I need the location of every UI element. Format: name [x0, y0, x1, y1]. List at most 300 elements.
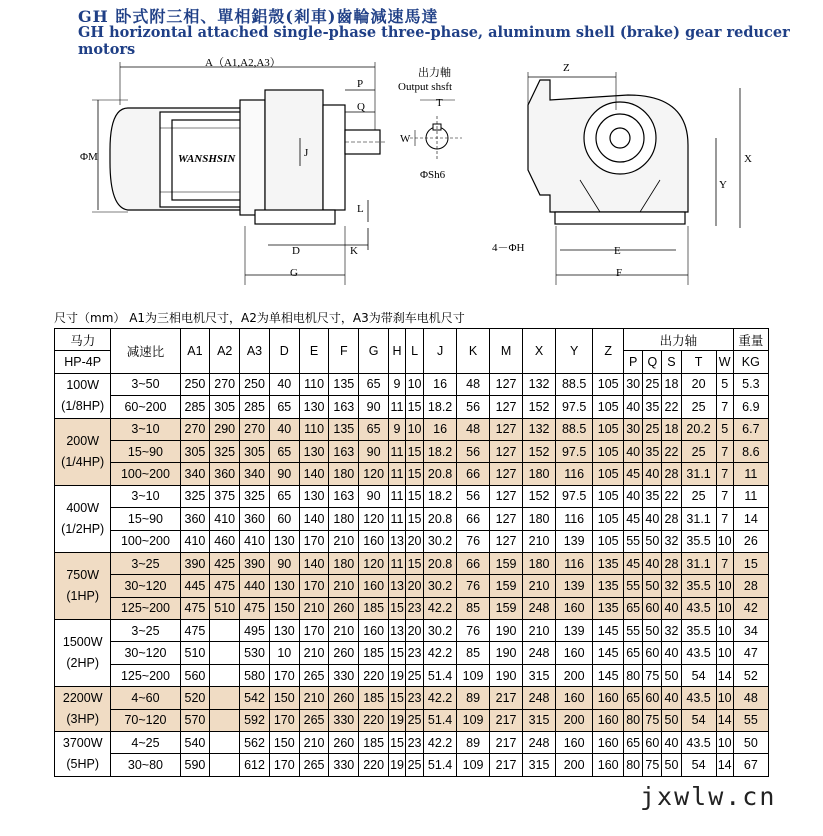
- table-cell: 248: [523, 642, 556, 664]
- table-cell: 55: [624, 620, 643, 642]
- table-cell: 325: [210, 440, 240, 462]
- table-cell: 45: [624, 552, 643, 574]
- table-cell: 132: [523, 373, 556, 395]
- table-cell: 250: [180, 373, 210, 395]
- table-cell: 7: [716, 508, 733, 530]
- table-cell: 80: [624, 754, 643, 776]
- model-watt: 3700W: [62, 735, 103, 750]
- table-cell: 375: [210, 485, 240, 507]
- table-cell: 270: [180, 418, 210, 440]
- table-row: [55, 530, 769, 552]
- table-cell: 340: [240, 463, 270, 485]
- table-cell: 185: [359, 597, 389, 619]
- table-cell: 260: [329, 642, 359, 664]
- table-cell: 89: [457, 687, 490, 709]
- table-cell: 139: [556, 620, 593, 642]
- table-cell: 42.2: [424, 687, 457, 709]
- model-cell: [55, 687, 111, 732]
- table-cell: 200: [556, 754, 593, 776]
- table-cell: 28: [662, 552, 681, 574]
- table-cell: 475: [180, 597, 210, 619]
- table-cell: 35: [643, 485, 662, 507]
- table-cell: 47: [733, 642, 768, 664]
- table-cell: 250: [240, 373, 270, 395]
- table-cell: 18.2: [424, 440, 457, 462]
- table-header-cell: 出力轴: [624, 329, 734, 351]
- table-cell: 48: [457, 373, 490, 395]
- table-cell: 30.2: [424, 530, 457, 552]
- table-cell: 325: [240, 485, 270, 507]
- table-cell: 210: [523, 530, 556, 552]
- table-header-cell: A3: [240, 329, 270, 374]
- table-cell: 460: [210, 530, 240, 552]
- shaft-label-cn: 出力軸: [418, 67, 451, 79]
- table-cell: 590: [180, 754, 210, 776]
- table-cell: 20: [406, 575, 424, 597]
- table-row: [55, 732, 769, 754]
- table-cell: 210: [299, 732, 329, 754]
- table-cell: 18: [662, 418, 681, 440]
- label-l: L: [357, 203, 364, 215]
- table-cell: 330: [329, 754, 359, 776]
- table-cell: 50: [662, 709, 681, 731]
- table-cell: 105: [593, 485, 624, 507]
- table-row: [55, 418, 769, 440]
- technical-drawing: [0, 50, 823, 305]
- table-cell: 60: [643, 642, 662, 664]
- table-cell: 75: [643, 664, 662, 686]
- table-cell: 127: [490, 396, 523, 418]
- table-cell: 42.2: [424, 642, 457, 664]
- table-row: [55, 687, 769, 709]
- table-cell: 65: [624, 597, 643, 619]
- table-cell: 560: [180, 664, 210, 686]
- table-cell: 210: [329, 620, 359, 642]
- table-cell: 265: [299, 754, 329, 776]
- table-cell: 25: [406, 709, 424, 731]
- table-cell: 52: [733, 664, 768, 686]
- table-cell: 217: [490, 709, 523, 731]
- table-cell: 19: [389, 754, 406, 776]
- model-cell: [55, 373, 111, 418]
- table-cell: 54: [681, 664, 716, 686]
- table-cell: 130: [299, 485, 329, 507]
- label-g: G: [290, 267, 298, 279]
- table-cell: 180: [523, 508, 556, 530]
- label-z: Z: [563, 62, 570, 74]
- table-cell: 70~120: [111, 709, 180, 731]
- table-cell: 48: [733, 687, 768, 709]
- table-cell: 220: [359, 754, 389, 776]
- table-cell: 23: [406, 597, 424, 619]
- table-cell: 35: [643, 440, 662, 462]
- table-cell: 60: [269, 508, 299, 530]
- table-cell: 26: [733, 530, 768, 552]
- table-header-cell: A2: [210, 329, 240, 374]
- table-cell: 160: [593, 709, 624, 731]
- table-cell: 10: [716, 597, 733, 619]
- table-cell: 190: [490, 664, 523, 686]
- model-cell: [55, 620, 111, 687]
- table-cell: 40: [624, 485, 643, 507]
- table-cell: 185: [359, 732, 389, 754]
- table-cell: 56: [457, 440, 490, 462]
- table-cell: 185: [359, 687, 389, 709]
- table-cell: 116: [556, 463, 593, 485]
- model-hp: (1/2HP): [61, 521, 105, 536]
- table-cell: 22: [662, 485, 681, 507]
- table-cell: 159: [490, 552, 523, 574]
- table-cell: 159: [490, 575, 523, 597]
- table-cell: 30: [624, 373, 643, 395]
- label-k: K: [350, 245, 358, 257]
- model-cell: [55, 418, 111, 485]
- table-cell: 40: [662, 687, 681, 709]
- table-cell: 160: [556, 687, 593, 709]
- model-cell: [55, 552, 111, 619]
- table-cell: 11: [389, 440, 406, 462]
- table-cell: 105: [593, 440, 624, 462]
- table-cell: 28: [662, 463, 681, 485]
- table-cell: 120: [359, 463, 389, 485]
- table-cell: 40: [643, 463, 662, 485]
- table-cell: 76: [457, 530, 490, 552]
- table-cell: 390: [240, 552, 270, 574]
- model-watt: 2200W: [62, 691, 103, 706]
- table-cell: 65: [624, 732, 643, 754]
- label-m: ΦM: [80, 151, 98, 163]
- table-cell: 125~200: [111, 597, 180, 619]
- table-cell: 80: [624, 664, 643, 686]
- table-cell: 612: [240, 754, 270, 776]
- table-cell: 31.1: [681, 508, 716, 530]
- table-cell: 13: [389, 620, 406, 642]
- table-cell: 542: [240, 687, 270, 709]
- table-header-cell: 马力: [55, 329, 111, 351]
- table-cell: 127: [490, 530, 523, 552]
- table-cell: 130: [269, 530, 299, 552]
- table-cell: 15: [406, 463, 424, 485]
- table-header-cell: T: [681, 351, 716, 373]
- table-cell: 290: [210, 418, 240, 440]
- table-cell: 170: [269, 754, 299, 776]
- table-cell: 109: [457, 754, 490, 776]
- table-cell: 150: [269, 597, 299, 619]
- table-cell: 200: [556, 664, 593, 686]
- table-cell: 25: [406, 754, 424, 776]
- table-cell: 592: [240, 709, 270, 731]
- table-row: [55, 642, 769, 664]
- table-cell: 35.5: [681, 620, 716, 642]
- table-cell: 475: [180, 620, 210, 642]
- table-cell: 135: [593, 552, 624, 574]
- table-cell: 89: [457, 732, 490, 754]
- table-cell: 30: [624, 418, 643, 440]
- front-view: [528, 72, 740, 285]
- table-cell: 23: [406, 732, 424, 754]
- brand-label: WANSHSIN: [178, 153, 236, 165]
- table-cell: 159: [490, 597, 523, 619]
- table-cell: 160: [359, 575, 389, 597]
- table-cell: 56: [457, 485, 490, 507]
- side-view: [92, 62, 385, 285]
- table-cell: 60: [643, 597, 662, 619]
- table-header-cell: L: [406, 329, 424, 374]
- model-watt: 200W: [66, 433, 100, 448]
- table-cell: 510: [180, 642, 210, 664]
- table-header-cell: J: [424, 329, 457, 374]
- table-cell: 5: [716, 418, 733, 440]
- table-cell: 163: [329, 440, 359, 462]
- label-w: W: [400, 133, 411, 145]
- table-header-cell: 减速比: [111, 329, 180, 374]
- table-cell: 160: [593, 687, 624, 709]
- table-cell: 10: [716, 575, 733, 597]
- table-cell: 13: [389, 575, 406, 597]
- table-cell: 109: [457, 709, 490, 731]
- table-cell: 50: [733, 732, 768, 754]
- table-header-cell: K: [457, 329, 490, 374]
- table-row: [55, 664, 769, 686]
- table-cell: 180: [329, 508, 359, 530]
- table-cell: 25: [643, 418, 662, 440]
- table-cell: 445: [180, 575, 210, 597]
- table-cell: 22: [662, 396, 681, 418]
- table-header-cell: F: [329, 329, 359, 374]
- table-cell: 25: [643, 373, 662, 395]
- table-cell: 20: [681, 373, 716, 395]
- table-header-cell: P: [624, 351, 643, 373]
- table-cell: 14: [716, 664, 733, 686]
- table-cell: 315: [523, 754, 556, 776]
- table-cell: 35: [643, 396, 662, 418]
- table-cell: 135: [593, 597, 624, 619]
- table-cell: 40: [662, 642, 681, 664]
- table-cell: 116: [556, 552, 593, 574]
- table-cell: 76: [457, 620, 490, 642]
- table-cell: 15~90: [111, 440, 180, 462]
- table-cell: 210: [523, 620, 556, 642]
- table-cell: 11: [389, 552, 406, 574]
- table-cell: 65: [359, 418, 389, 440]
- table-cell: 127: [490, 440, 523, 462]
- table-cell: 410: [210, 508, 240, 530]
- table-cell: 65: [269, 485, 299, 507]
- table-cell: 109: [457, 664, 490, 686]
- table-cell: 25: [406, 664, 424, 686]
- table-row: [55, 396, 769, 418]
- table-cell: 127: [490, 463, 523, 485]
- table-cell: 10: [716, 530, 733, 552]
- table-cell: 139: [556, 575, 593, 597]
- table-cell: 210: [299, 687, 329, 709]
- table-cell: 530: [240, 642, 270, 664]
- table-cell: 11: [389, 508, 406, 530]
- label-d: D: [292, 245, 300, 257]
- table-cell: 31.1: [681, 552, 716, 574]
- model-hp: (2HP): [66, 656, 100, 671]
- table-cell: 152: [523, 396, 556, 418]
- table-cell: 105: [593, 530, 624, 552]
- table-cell: 217: [490, 754, 523, 776]
- table-cell: 40: [662, 732, 681, 754]
- table-cell: 135: [329, 373, 359, 395]
- table-cell: 4~60: [111, 687, 180, 709]
- dimension-note: 尺寸（mm） A1为三相电机尺寸，A2为单相电机尺寸，A3为带刹车电机尺寸: [54, 311, 465, 325]
- table-cell: 325: [180, 485, 210, 507]
- table-cell: 15: [389, 597, 406, 619]
- table-cell: 48: [457, 418, 490, 440]
- table-cell: 30.2: [424, 620, 457, 642]
- model-watt: 1500W: [62, 635, 103, 650]
- table-cell: 110: [299, 418, 329, 440]
- label-h: 4－ΦH: [492, 242, 525, 254]
- table-cell: 210: [329, 530, 359, 552]
- table-cell: 50: [662, 754, 681, 776]
- table-cell: 65: [624, 642, 643, 664]
- table-cell: 10: [269, 642, 299, 664]
- table-cell: 18.2: [424, 485, 457, 507]
- table-cell: 110: [299, 373, 329, 395]
- table-cell: 140: [299, 552, 329, 574]
- table-cell: 90: [269, 463, 299, 485]
- table-cell: 97.5: [556, 396, 593, 418]
- table-cell: 139: [556, 530, 593, 552]
- table-cell: 15: [733, 552, 768, 574]
- table-cell: 570: [180, 709, 210, 731]
- model-hp: (1HP): [66, 588, 100, 603]
- label-q: Q: [357, 101, 365, 113]
- spec-table: [54, 328, 769, 777]
- table-header-cell: E: [299, 329, 329, 374]
- table-cell: 127: [490, 418, 523, 440]
- table-cell: 32: [662, 575, 681, 597]
- table-cell: 40: [643, 508, 662, 530]
- table-cell: 14: [733, 508, 768, 530]
- table-cell: 66: [457, 463, 490, 485]
- table-cell: 23: [406, 642, 424, 664]
- table-cell: 88.5: [556, 418, 593, 440]
- table-cell: 15: [406, 508, 424, 530]
- table-cell: 60: [643, 732, 662, 754]
- table-cell: 475: [240, 597, 270, 619]
- table-cell: 15: [406, 552, 424, 574]
- table-header-cell: X: [523, 329, 556, 374]
- table-cell: 9: [389, 418, 406, 440]
- table-cell: 90: [359, 485, 389, 507]
- table-cell: 170: [299, 620, 329, 642]
- table-cell: 360: [240, 508, 270, 530]
- table-cell: 67: [733, 754, 768, 776]
- table-cell: 180: [329, 552, 359, 574]
- table-cell: 9: [389, 373, 406, 395]
- table-row: [55, 709, 769, 731]
- table-cell: 285: [180, 396, 210, 418]
- label-e: E: [614, 245, 621, 257]
- table-cell: 315: [523, 664, 556, 686]
- label-x: X: [744, 153, 752, 165]
- table-cell: 210: [523, 575, 556, 597]
- table-cell: 520: [180, 687, 210, 709]
- table-cell: 16: [424, 418, 457, 440]
- model-cell: [55, 732, 111, 777]
- table-cell: 7: [716, 463, 733, 485]
- table-cell: 170: [269, 664, 299, 686]
- table-cell: 23: [406, 687, 424, 709]
- table-header-cell: Q: [643, 351, 662, 373]
- table-cell: 130: [269, 575, 299, 597]
- model-hp: (3HP): [66, 712, 100, 727]
- table-cell: 40: [662, 597, 681, 619]
- table-cell: 150: [269, 687, 299, 709]
- table-row: [55, 485, 769, 507]
- table-cell: 410: [180, 530, 210, 552]
- table-cell: 145: [593, 664, 624, 686]
- table-cell: 10: [406, 373, 424, 395]
- table-cell: 285: [240, 396, 270, 418]
- table-cell: 105: [593, 418, 624, 440]
- table-cell: 3~50: [111, 373, 180, 395]
- table-cell: 210: [299, 597, 329, 619]
- table-cell: 43.5: [681, 732, 716, 754]
- table-cell: 130: [299, 440, 329, 462]
- shaft-view: [410, 100, 462, 160]
- table-cell: 66: [457, 508, 490, 530]
- table-cell: 125~200: [111, 664, 180, 686]
- table-cell: 248: [523, 687, 556, 709]
- table-cell: 340: [180, 463, 210, 485]
- table-header-cell: Y: [556, 329, 593, 374]
- table-header-cell: M: [490, 329, 523, 374]
- table-cell: 55: [733, 709, 768, 731]
- table-cell: 25: [681, 485, 716, 507]
- table-cell: 15: [406, 396, 424, 418]
- table-cell: 15: [389, 642, 406, 664]
- table-cell: 100~200: [111, 463, 180, 485]
- table-cell: 90: [359, 396, 389, 418]
- table-cell: 200: [556, 709, 593, 731]
- table-cell: 5: [716, 373, 733, 395]
- table-cell: 330: [329, 709, 359, 731]
- table-cell: 160: [556, 597, 593, 619]
- table-cell: 132: [523, 418, 556, 440]
- table-cell: 75: [643, 709, 662, 731]
- table-cell: 15: [406, 485, 424, 507]
- table-cell: 140: [299, 508, 329, 530]
- table-cell: 50: [643, 620, 662, 642]
- table-cell: 30~80: [111, 754, 180, 776]
- table-cell: 10: [716, 732, 733, 754]
- table-cell: 25: [681, 440, 716, 462]
- table-cell: 305: [240, 440, 270, 462]
- table-cell: 135: [329, 418, 359, 440]
- table-cell: 160: [593, 754, 624, 776]
- table-cell: 410: [240, 530, 270, 552]
- table-cell: 130: [299, 396, 329, 418]
- table-cell: 180: [329, 463, 359, 485]
- table-cell: 305: [180, 440, 210, 462]
- table-cell: 40: [624, 440, 643, 462]
- table-cell: 22: [662, 440, 681, 462]
- table-cell: 7: [716, 440, 733, 462]
- table-cell: 11: [389, 485, 406, 507]
- table-cell: 35.5: [681, 530, 716, 552]
- table-cell: 190: [490, 620, 523, 642]
- table-cell: 270: [210, 373, 240, 395]
- table-row: [55, 575, 769, 597]
- table-cell: 16: [424, 373, 457, 395]
- table-cell: 60: [643, 687, 662, 709]
